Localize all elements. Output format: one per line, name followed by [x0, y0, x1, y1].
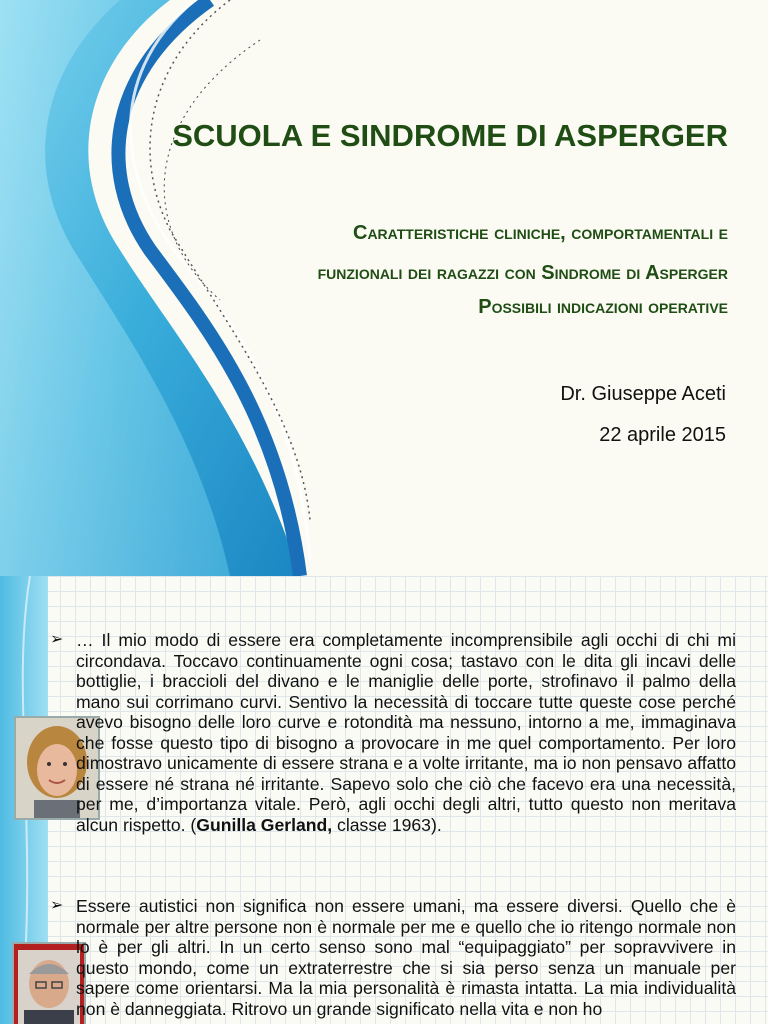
- arrow-bullet-icon: ➢: [50, 897, 64, 914]
- quote-gerland-year: classe 1963).: [332, 814, 442, 835]
- subtitle-line-1: Caratteristiche cliniche, comportamentali e: [353, 222, 728, 244]
- quote-gerland-text: … Il mio modo di essere era completamente incomprensibile agli occhi di chi mi circondava. Toccavo continuamente ogni cosa; tastavo con le dita gli incavi delle bottiglie, i braccioli del divano e le maniglie delle porte, strofinavo il palmo della mano sui corrimano curvi. Sentivo la necessità di toccare tutte queste cose perché avevo bisogno delle loro curve e rotondità ma nessuno, intorno a me, immaginava che fosse questo tipo di bisogno a provocare in me quel comportamento. Per loro dimostravo unicamente di essere strana e a volte irritante, ma io non pensavo affatto di essere né strana né irritante. Sapevo solo che ciò che facevo era una necessità, per me, d’importanza vitale. Però, agli occhi degli altri, tutto questo non meritava alcun rispetto. (: [76, 630, 736, 835]
- man-portrait-photo: [12, 942, 86, 1024]
- arrow-bullet-icon: ➢: [50, 631, 64, 648]
- author-name: Dr. Giuseppe Aceti: [560, 383, 726, 405]
- subtitle-line-3: Possibili indicazioni operative: [478, 296, 728, 318]
- quote-autism: [50, 896, 736, 1019]
- presentation-date: 22 aprile 2015: [599, 424, 726, 446]
- quote-autism-text: Essere autistici non significa non essere umani, ma essere diversi. Quello che è normale per altre persone non è normale per me e quello che io ritengo normale non lo è per gli altri. In un certo senso sono mal “equipaggiato” per sopravvivere in questo mondo, come un extraterrestre che si sia perso senza un manuale per sapere come orientarsi. Ma la mia personalità è rimasta intatta. La mia individualità non è danneggiata. Ritrovo un grande significato nella vita e non ho: [76, 896, 736, 1019]
- subtitle-line-2: funzionali dei ragazzi con Sindrome di Asperger: [317, 262, 728, 284]
- slide-title: SCUOLA E SINDROME DI ASPERGER: [172, 118, 728, 153]
- quote-slide: [0, 576, 768, 1024]
- quote-gerland-author: Gunilla Gerland,: [196, 814, 333, 835]
- quote-gerland: [50, 630, 736, 835]
